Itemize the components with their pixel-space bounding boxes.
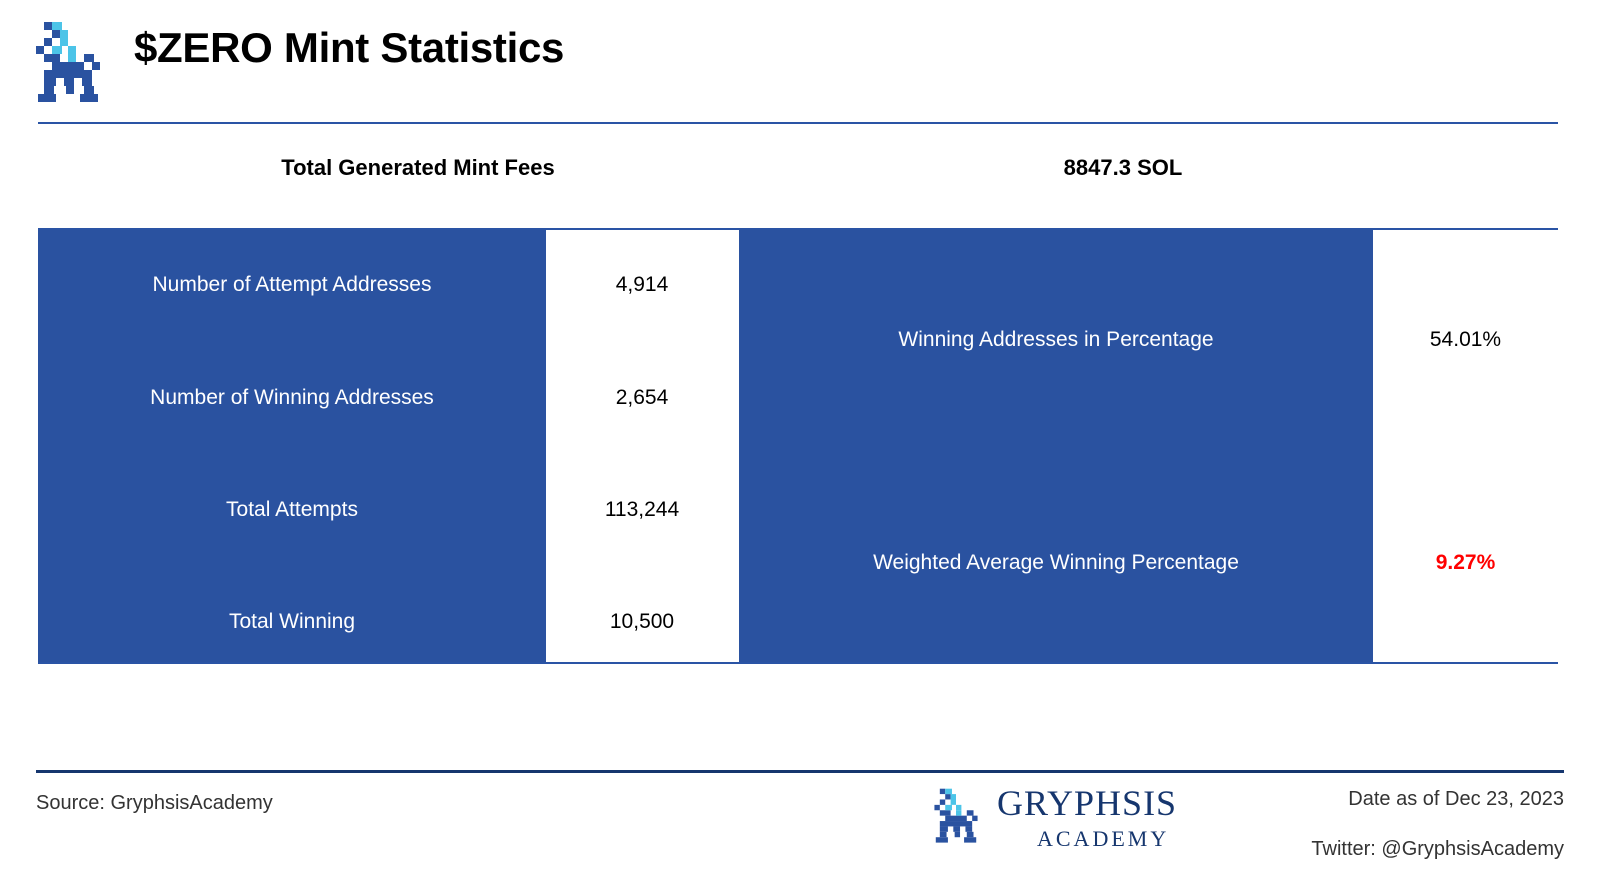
row-value-highlighted: 9.27% [1435, 551, 1496, 574]
row-label: Number of Winning Addresses [150, 386, 434, 409]
table-row [38, 602, 738, 642]
row-value: 10,500 [609, 610, 675, 633]
gryphsis-griffin-pixel-logo-icon [925, 786, 987, 848]
row-label: Total Attempts [226, 498, 358, 521]
header-divider [38, 122, 1558, 124]
summary-label: Total Generated Mint Fees [281, 155, 555, 180]
page-header [0, 0, 1600, 120]
table-row [739, 543, 1558, 583]
footer-logo-name: GRYPHSIS [997, 783, 1178, 823]
footer-logo [925, 782, 1215, 860]
row-label: Total Winning [228, 610, 356, 633]
table-row [38, 378, 738, 418]
row-label: Winning Addresses in Percentage [898, 328, 1214, 351]
footer-divider [36, 770, 1564, 773]
row-value: 113,244 [604, 498, 680, 521]
summary-row [38, 155, 1558, 203]
right-panel-rows [739, 230, 1558, 662]
left-panel-rows [38, 230, 738, 662]
row-label: Weighted Average Winning Percentage [873, 551, 1239, 574]
table-row [38, 265, 738, 305]
row-label: Number of Attempt Addresses [152, 273, 432, 296]
row-value: 54.01% [1429, 328, 1502, 351]
page-title: $ZERO Mint Statistics [134, 24, 565, 71]
date-label: Date as of Dec 23, 2023 [1348, 788, 1564, 810]
row-value: 2,654 [615, 386, 669, 409]
row-value: 4,914 [615, 273, 669, 296]
table-row [739, 320, 1558, 360]
table-row [38, 490, 738, 530]
summary-value: 8847.3 SOL [1063, 155, 1183, 180]
gryphsis-griffin-pixel-logo-icon [22, 18, 114, 110]
source-label: Source: GryphsisAcademy [36, 792, 273, 814]
statistics-table [38, 230, 1558, 662]
footer-logo-subtitle: ACADEMY [1037, 826, 1170, 851]
twitter-handle-label: Twitter: @GryphsisAcademy [1311, 838, 1564, 860]
table-bottom-divider [38, 662, 1558, 664]
